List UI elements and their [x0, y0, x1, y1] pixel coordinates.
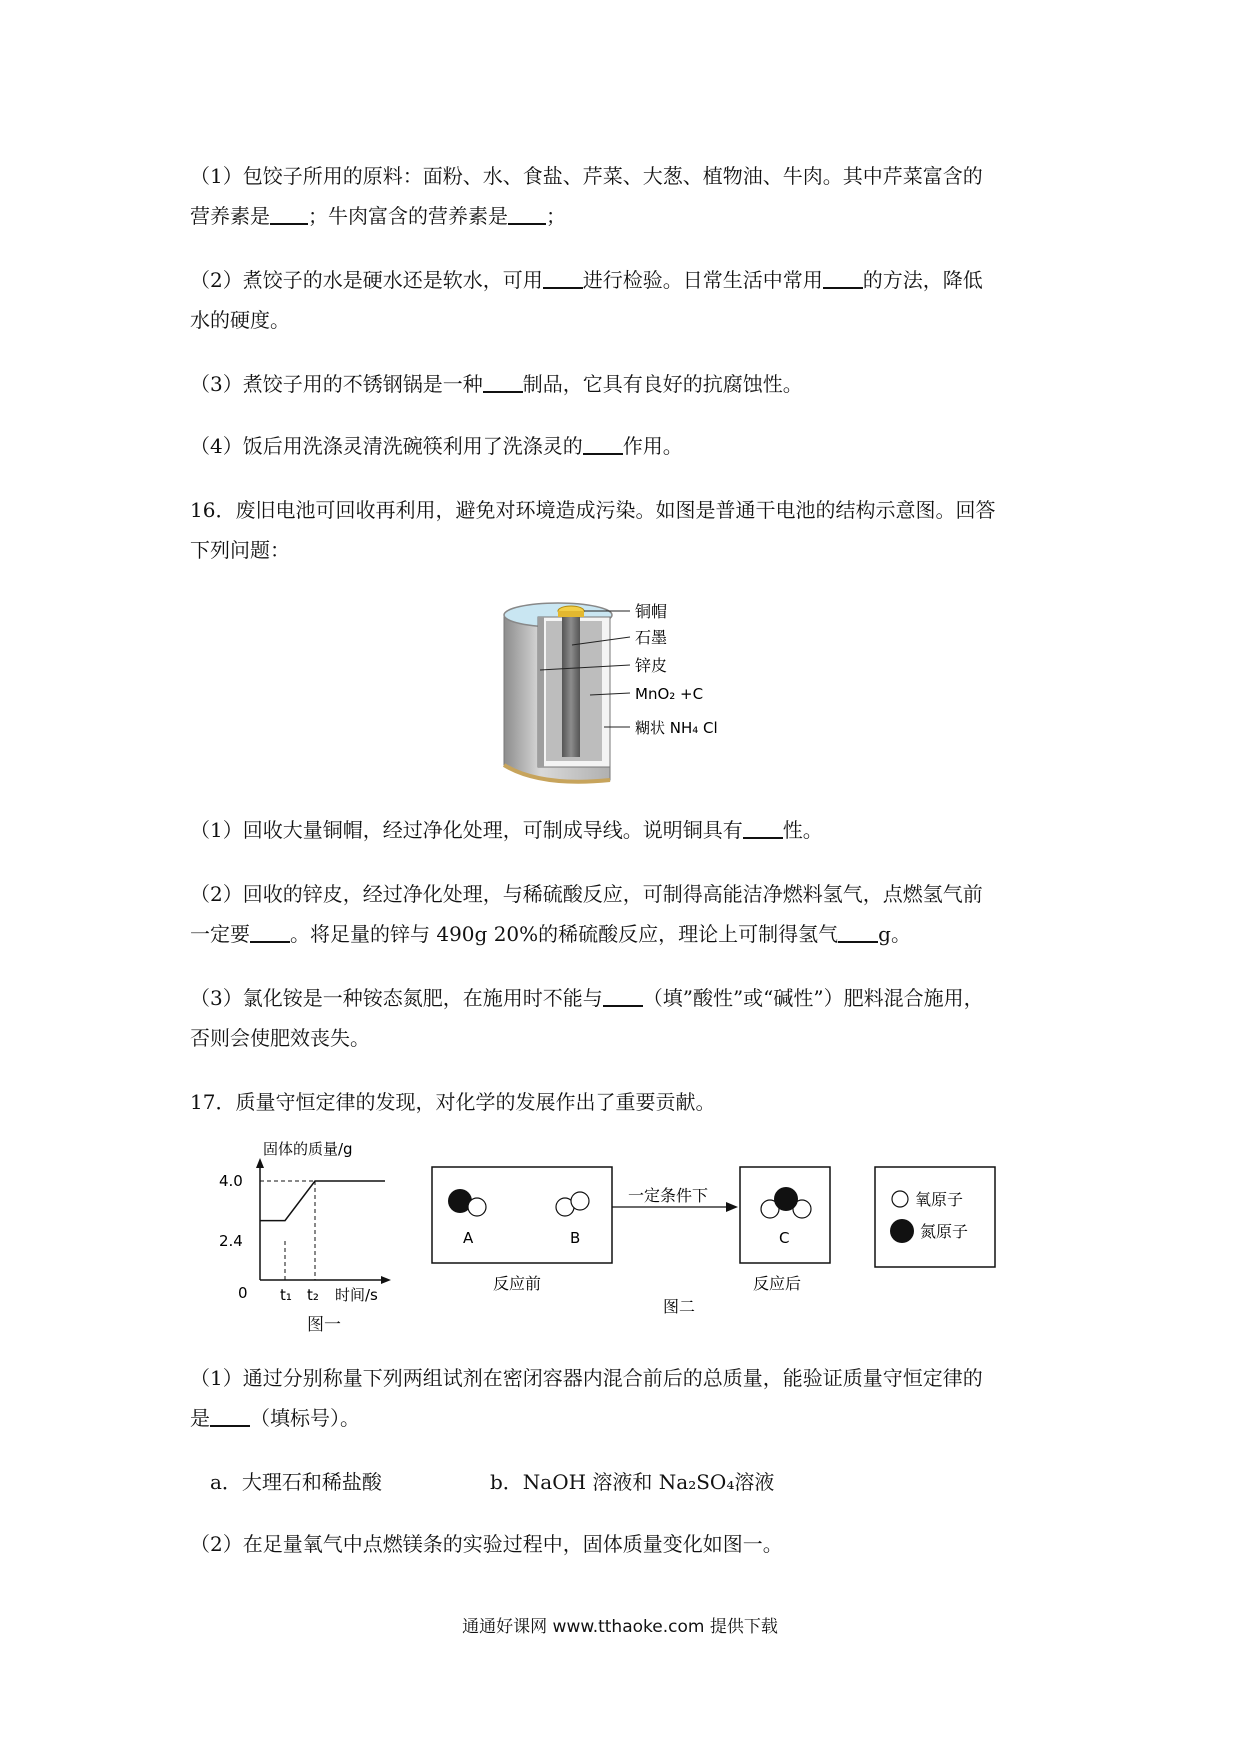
answer-blank[interactable] — [543, 267, 583, 289]
mass-time-graph — [205, 1140, 405, 1320]
answer-blank[interactable] — [483, 371, 523, 393]
label-mno2: MnO₂ +C — [635, 685, 704, 703]
q16-part2-text-a: 一定要 — [190, 922, 250, 946]
q17-option-b: b．NaOH 溶液和 Na₂SO₄溶液 — [490, 1470, 775, 1494]
answer-blank[interactable] — [270, 203, 308, 225]
q15-part2-text-c: 的方法，降低 — [862, 268, 983, 292]
legend-box — [875, 1167, 995, 1267]
after-label: 反应后 — [753, 1274, 802, 1293]
q17-part1-line1: （1）通过分别称量下列两组试剂在密闭容器内混合前后的总质量，能验证质量守恒定律的 — [190, 1366, 983, 1390]
q16-part3-text-a: （3）氯化铵是一种铵态氮肥，在施用时不能与 — [190, 986, 603, 1010]
q15-part2-text-b: 进行检验。日常生活中常用 — [582, 268, 823, 292]
x-axis-arrow — [381, 1276, 391, 1284]
q16-part1 — [190, 816, 823, 844]
q17-stem: 17．质量守恒定律的发现，对化学的发展作出了重要贡献。 — [190, 1090, 716, 1114]
y-tick-2.4: 2.4 — [219, 1232, 243, 1250]
answer-blank[interactable] — [743, 817, 783, 839]
x-tick-t2: t₂ — [307, 1286, 319, 1304]
legend-oxygen: 氧原子 — [915, 1190, 964, 1209]
label-zinc: 锌皮 — [635, 656, 668, 675]
q16-part1-text-a: （1）回收大量铜帽，经过净化处理，可制成导线。说明铜具有 — [190, 818, 743, 842]
x-tick-t1: t₁ — [280, 1286, 292, 1304]
before-label: 反应前 — [493, 1274, 542, 1293]
q17-part1-text-a: 是 — [190, 1406, 210, 1430]
q17-part1-line2 — [190, 1404, 360, 1432]
answer-blank[interactable] — [583, 433, 623, 455]
q15-part3-text-a: （3）煮饺子用的不锈钢锅是一种 — [190, 372, 483, 396]
q15-part4-text-a: （4）饭后用洗涤灵清洗碗筷利用了洗涤灵的 — [190, 434, 583, 458]
q15-part2-line2: 水的硬度。 — [190, 308, 290, 332]
q16-part2-text-b: 。将足量的锌与 490g 20%的稀硫酸反应，理论上可制得氢气 — [290, 922, 839, 946]
q17-option-a: a．大理石和稀盐酸 — [210, 1470, 382, 1494]
y-tick-4: 4.0 — [219, 1172, 243, 1190]
y-axis-arrow — [256, 1158, 264, 1168]
mass-line — [260, 1181, 385, 1221]
q16-part3-text-b: （填”酸性”或“碱性”）肥料混合施用， — [642, 986, 984, 1010]
legend-nitrogen: 氮原子 — [920, 1222, 969, 1241]
graphite-rod — [562, 617, 580, 757]
q16-stem-line1: 16．废旧电池可回收再利用，避免对环境造成污染。如图是普通干电池的结构示意图。回答 — [190, 498, 996, 522]
q16-stem-line2: 下列问题： — [190, 538, 290, 562]
oxygen-atom — [571, 1192, 589, 1210]
answer-blank[interactable] — [210, 1405, 250, 1427]
q16-part1-text-b: 性。 — [782, 818, 823, 842]
answer-blank[interactable] — [603, 985, 643, 1007]
y-axis-label: 固体的质量/g — [263, 1140, 353, 1158]
legend-nitrogen-icon — [890, 1219, 914, 1243]
reaction-diagram — [430, 1165, 1030, 1316]
x-axis-label: 时间/s — [335, 1286, 378, 1304]
q15-part2-text-a: （2）煮饺子的水是硬水还是软水，可用 — [190, 268, 543, 292]
q17-part2: （2）在足量氧气中点燃镁条的实验过程中，固体质量变化如图一。 — [190, 1532, 783, 1556]
q15-part1-text-c: ； — [546, 204, 566, 228]
before-box — [432, 1167, 612, 1263]
battery-diagram — [500, 595, 760, 785]
nitrogen-atom — [774, 1187, 798, 1211]
q15-part1-line1: （1）包饺子所用的原料：面粉、水、食盐、芹菜、大葱、植物油、牛肉。其中芹菜富含的 — [190, 164, 983, 188]
figure2-caption: 图二 — [663, 1297, 696, 1316]
q15-part2-line1 — [190, 266, 983, 294]
molecule-b-label: B — [570, 1229, 581, 1247]
zinc-wall — [538, 617, 544, 767]
origin-label: 0 — [238, 1284, 248, 1302]
q15-part1-text-b: ；牛肉富含的营养素是 — [308, 204, 508, 228]
copper-cap-body — [558, 611, 584, 617]
answer-blank[interactable] — [838, 921, 878, 943]
q15-part4-text-b: 作用。 — [622, 434, 683, 458]
q15-part1-line2 — [190, 202, 566, 230]
answer-blank[interactable] — [823, 267, 863, 289]
molecule-a-label: A — [463, 1229, 474, 1247]
q15-part3 — [190, 370, 803, 398]
after-box — [740, 1167, 830, 1263]
label-copper-cap: 铜帽 — [635, 602, 668, 621]
arrow-head — [726, 1202, 738, 1212]
q15-part1-text-a: 营养素是 — [190, 204, 270, 228]
q16-part3-line1 — [190, 984, 984, 1012]
figure1-caption: 图一 — [307, 1315, 341, 1335]
label-nh4cl: 糊状 NH₄ Cl — [635, 719, 718, 737]
q15-part3-text-b: 制品，它具有良好的抗腐蚀性。 — [522, 372, 803, 396]
oxygen-atom — [468, 1198, 486, 1216]
q16-part2-text-c: g。 — [878, 922, 911, 946]
footer-source: 通通好课网 www.tthaoke.com 提供下载 — [462, 1617, 778, 1637]
answer-blank[interactable] — [250, 921, 290, 943]
q16-part2-line1: （2）回收的锌皮，经过净化处理，与稀硫酸反应，可制得高能洁净燃料氢气，点燃氢气前 — [190, 882, 983, 906]
molecule-c-label: C — [779, 1229, 790, 1247]
q16-part2-line2 — [190, 920, 911, 948]
legend-oxygen-icon — [892, 1191, 908, 1207]
arrow-condition: 一定条件下 — [628, 1186, 709, 1205]
q15-part4 — [190, 432, 683, 460]
label-graphite: 石墨 — [635, 628, 668, 647]
q17-part1-text-b: （填标号）。 — [250, 1406, 360, 1430]
q16-part3-line2: 否则会使肥效丧失。 — [190, 1026, 370, 1050]
answer-blank[interactable] — [508, 203, 546, 225]
